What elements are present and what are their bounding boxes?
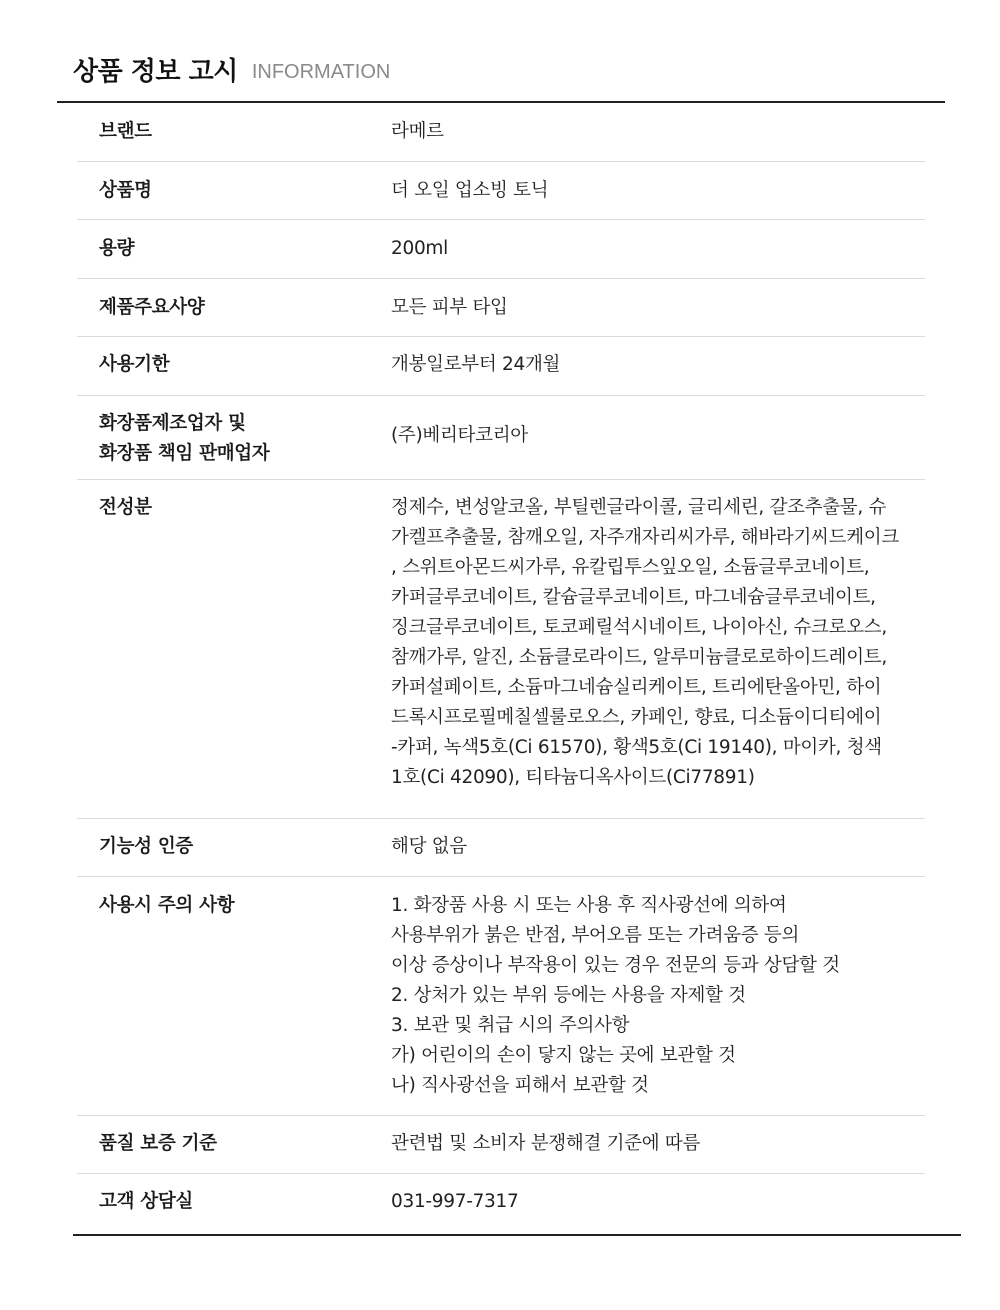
info-row-product-name: [77, 162, 925, 220]
info-value-line: , 스위트아몬드씨가루, 유칼립투스잎오일, 소듐글루코네이트,: [391, 557, 870, 578]
info-label: [77, 493, 391, 818]
info-value: [391, 832, 925, 876]
info-value-line: 사용부위가 붉은 반점, 부어오름 또는 가려움증 등의: [391, 925, 800, 946]
info-row-main-spec: [77, 279, 925, 337]
info-value-line: 031-997-7317: [391, 1191, 519, 1212]
info-label-line: 고객 상담실: [99, 1191, 193, 1212]
info-value-line: 이상 증상이나 부작용이 있는 경우 전문의 등과 상담할 것: [391, 955, 840, 976]
info-value: [391, 493, 925, 818]
info-row-precautions: [77, 877, 925, 1116]
info-value-line: 2. 상처가 있는 부위 등에는 사용을 자제할 것: [391, 985, 746, 1006]
product-info-table: [77, 103, 925, 1232]
info-label-line: 제품주요사양: [99, 297, 205, 318]
info-value-line: 가) 어린이의 손이 닿지 않는 곳에 보관할 것: [391, 1045, 736, 1066]
info-value-line: -카퍼, 녹색5호(Ci 61570), 황색5호(Ci 19140), 마이카, 청색: [391, 737, 882, 758]
info-value: [391, 293, 925, 336]
info-row-capacity: [77, 220, 925, 279]
info-value-line: 해당 없음: [391, 836, 467, 857]
info-value-line: 3. 보관 및 취급 시의 주의사항: [391, 1015, 630, 1036]
info-label-line: 사용시 주의 사항: [99, 895, 235, 916]
info-label-line: 화장품제조업자 및: [99, 413, 246, 434]
info-value: [391, 409, 925, 479]
info-value-line: 나) 직사광선을 피해서 보관할 것: [391, 1075, 649, 1096]
info-row-expiry: [77, 337, 925, 396]
info-value-line: 징크글루코네이트, 토코페릴석시네이트, 나이아신, 슈크로오스,: [391, 617, 887, 638]
info-row-quality-standard: [77, 1116, 925, 1174]
info-value-line: 모든 피부 타입: [391, 297, 508, 318]
info-label-line: 브랜드: [99, 121, 152, 142]
info-value: [391, 891, 925, 1115]
info-value-line: 1. 화장품 사용 시 또는 사용 후 직사광선에 의하여: [391, 895, 787, 916]
info-row-brand: [77, 103, 925, 162]
info-label: [77, 409, 391, 479]
info-label: [77, 1187, 391, 1232]
info-value-line: 드록시프로필메칠셀룰로오스, 카페인, 향료, 디소듐이디티에이: [391, 707, 882, 728]
info-label-line: 화장품 책임 판매업자: [99, 443, 270, 464]
info-value-line: 라메르: [391, 121, 444, 142]
info-label-line: 사용기한: [99, 354, 170, 375]
page-title: 상품 정보 고시: [73, 57, 238, 87]
info-row-manufacturer: [77, 396, 925, 480]
info-label-line: 전성분: [99, 497, 152, 518]
info-label: [77, 234, 391, 278]
info-row-functional-cert: [77, 819, 925, 877]
info-row-customer-service: [77, 1174, 925, 1232]
info-value-line: 정제수, 변성알코올, 부틸렌글라이콜, 글리세린, 갈조추출물, 슈: [391, 497, 887, 518]
info-value: [391, 1129, 925, 1173]
info-value-line: 200ml: [391, 238, 448, 259]
info-value-line: 가켈프추출물, 참깨오일, 자주개자리씨가루, 해바라기씨드케이크: [391, 527, 899, 548]
page-subtitle: INFORMATION: [251, 61, 391, 83]
info-value-line: 카퍼글루코네이트, 칼슘글루코네이트, 마그네슘글루코네이트,: [391, 587, 876, 608]
info-value-line: 개봉일로부터 24개월: [391, 354, 561, 375]
info-label: [77, 350, 391, 395]
info-label: [77, 891, 391, 1115]
info-label: [77, 1129, 391, 1173]
info-label: [77, 117, 391, 161]
info-value-line: 1호(Ci 42090), 티타늄디옥사이드(Ci77891): [391, 767, 755, 788]
section-header: [73, 50, 390, 90]
info-value-line: 참깨가루, 알진, 소듐클로라이드, 알루미늄클로로하이드레이트,: [391, 647, 887, 668]
info-label-line: 상품명: [99, 180, 152, 201]
info-value-line: 카퍼설페이트, 소듐마그네슘실리케이트, 트리에탄올아민, 하이: [391, 677, 882, 698]
info-value-line: 더 오일 업소빙 토닉: [391, 180, 549, 201]
info-label-line: 용량: [99, 238, 135, 259]
info-label-line: 기능성 인증: [99, 836, 193, 857]
info-value: [391, 117, 925, 161]
info-value-line: 관련법 및 소비자 분쟁해결 기준에 따름: [391, 1133, 701, 1154]
info-value: [391, 1187, 925, 1232]
info-label-line: 품질 보증 기준: [99, 1133, 217, 1154]
info-row-ingredients: [77, 480, 925, 819]
bottom-divider: [73, 1234, 961, 1236]
info-label: [77, 293, 391, 336]
info-label: [77, 832, 391, 876]
info-value-line: (주)베리타코리아: [391, 425, 528, 446]
info-value: [391, 350, 925, 395]
info-value: [391, 176, 925, 219]
info-label: [77, 176, 391, 219]
info-value: [391, 234, 925, 278]
